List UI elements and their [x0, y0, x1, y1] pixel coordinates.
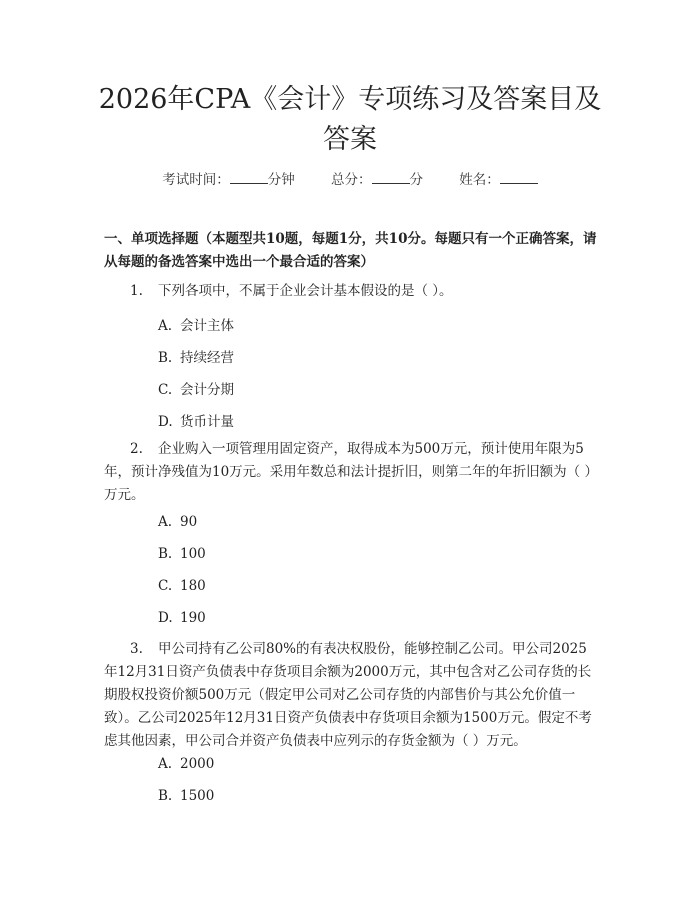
option-1c [158, 378, 234, 398]
option-text: 会计主体 [180, 318, 234, 334]
option-2b [158, 546, 206, 562]
question-3 [104, 638, 600, 753]
exam-info-line [0, 168, 700, 188]
question-number: 3. [130, 641, 143, 657]
question-1 [104, 280, 600, 303]
exam-time-label: 考试时间： [162, 172, 230, 188]
option-letter: C. [158, 578, 173, 594]
option-letter: D. [158, 414, 173, 430]
option-letter: A. [158, 318, 173, 334]
option-letter: B. [158, 546, 173, 562]
option-text: 90 [180, 514, 198, 530]
exam-time-unit: 分钟 [267, 172, 295, 188]
option-letter: B. [158, 350, 173, 366]
option-text: 2000 [180, 756, 215, 772]
question-text: 下列各项中，不属于企业会计基本假设的是（ ）。 [158, 283, 453, 299]
question-2 [104, 438, 600, 507]
question-text: 企业购入一项管理用固定资产，取得成本为500万元，预计使用年限为5年，预计净残值为10万元。采用年数总和法计提折旧，则第二年的年折旧额为（ ）万元。 [104, 441, 598, 503]
option-text: 货币计量 [180, 414, 234, 430]
option-text: 100 [180, 546, 206, 562]
section-heading: 一、单项选择题（本题型共10题，每题1分，共10分。每题只有一个正确答案，请从每题的备选答案中选出一个最合适的答案） [104, 231, 597, 270]
option-text: 180 [180, 578, 206, 594]
option-text: 1500 [180, 788, 215, 804]
total-score-unit: 分 [409, 172, 423, 188]
document-title: 2026年CPA《会计》专项练习及答案目及答案 [98, 84, 602, 155]
question-number: 2. [130, 441, 143, 457]
option-2c [158, 578, 206, 594]
name-blank [500, 170, 538, 184]
total-score-blank [372, 170, 410, 184]
name-label: 姓名： [459, 172, 500, 188]
option-1a [158, 314, 234, 334]
question-text: 甲公司持有乙公司80%的有表决权股份，能够控制乙公司。甲公司2025年12月31日资产负债表中存货项目余额为2000万元，其中包含对乙公司存货的长期股权投资价额500万元（假定甲公司对乙公司存货的内部售价与其公允价值一致）。乙公司2025年12月31日资产负债表中存货项目余额为1500万元。假定不考虑其他因素，甲公司合并资产负债表中应列示的存货金额为（ ）万元。 [104, 641, 592, 749]
option-letter: A. [158, 514, 173, 530]
option-letter: D. [158, 610, 173, 626]
option-text: 持续经营 [180, 350, 234, 366]
option-text: 会计分期 [180, 382, 234, 398]
exam-time-blank [230, 170, 268, 184]
option-1d [158, 410, 234, 430]
option-2a [158, 514, 197, 530]
total-score-label: 总分： [331, 172, 372, 188]
option-3b [158, 788, 214, 804]
exam-time-field [162, 168, 295, 188]
option-3a [158, 756, 214, 772]
total-score-field [331, 168, 423, 188]
option-letter: B. [158, 788, 173, 804]
option-letter: C. [158, 382, 173, 398]
option-2d [158, 610, 206, 626]
name-field [459, 168, 538, 188]
option-1b [158, 346, 234, 366]
option-text: 190 [180, 610, 206, 626]
option-letter: A. [158, 756, 173, 772]
question-number: 1. [130, 283, 143, 299]
